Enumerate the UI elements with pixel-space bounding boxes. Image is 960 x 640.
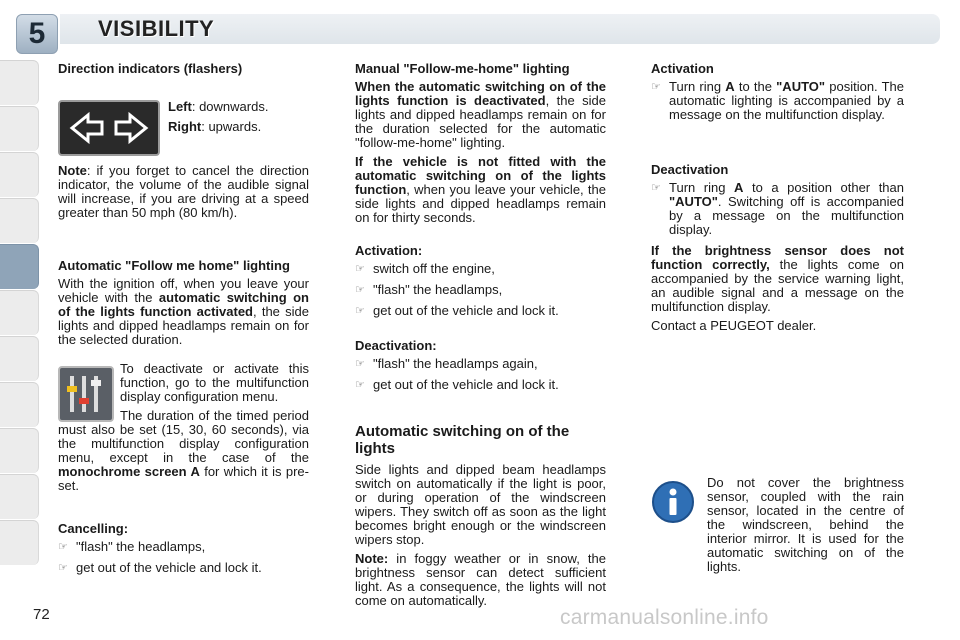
pointing-hand-icon: ☞ xyxy=(355,305,365,317)
activation-heading: Activation xyxy=(651,61,714,76)
list-item: ☞ "flash" the headlamps again, xyxy=(355,356,538,371)
chapter-number-badge: 5 xyxy=(16,14,58,54)
section-heading: Manual "Follow-me-home" lighting xyxy=(355,61,570,76)
not-fitted-paragraph xyxy=(355,155,606,225)
list-item: ☞ get out of the vehicle and lock it. xyxy=(58,560,262,575)
text-run: With the ignition off, when you leave your vehicle with the xyxy=(58,276,309,305)
pointing-hand-icon: ☞ xyxy=(355,358,365,370)
chapter-tab[interactable] xyxy=(0,336,39,381)
info-icon xyxy=(651,480,695,524)
note-text: in foggy weather or in snow, the brightness sensor can detect sufficient light. As a consequence, the lights will not come on automatically. xyxy=(355,551,606,608)
page-number: 72 xyxy=(33,606,50,623)
chapter-tab[interactable] xyxy=(0,520,39,565)
section-heading: Direction indicators (flashers) xyxy=(58,61,243,76)
deactivation-heading: Deactivation xyxy=(651,162,729,177)
cancel-heading: Cancelling: xyxy=(58,521,129,536)
info-text: Do not cover the brightness sensor, coupled with the rain sensor, located in the centre of the windscreen, behind the interior mirror. It is used for the automatic switching on of the lights. xyxy=(707,475,904,574)
auto-switch-paragraph: Side lights and dipped beam headlamps switch on automatically if the light is poor, or during operation of the windscreen wipers. They switch off as soon as the light becomes bright enough or the windscreen wipers stop. xyxy=(355,462,606,547)
pointing-hand-icon: ☞ xyxy=(355,284,365,296)
list-item: ☞ "flash" the headlamps, xyxy=(355,282,503,297)
note-label: Note: xyxy=(355,551,389,566)
note-paragraph xyxy=(58,164,309,220)
config-menu-icon xyxy=(58,366,114,422)
bold-run: When the automatic switching on of the lights function is deactivated xyxy=(355,79,606,108)
section-heading: Automatic "Follow me home" lighting xyxy=(58,258,290,273)
chapter-tab[interactable] xyxy=(0,474,39,519)
fault-paragraph xyxy=(651,244,904,314)
pointing-hand-icon: ☞ xyxy=(355,263,365,275)
list-item: ☞ switch off the engine, xyxy=(355,261,495,276)
list-item: ☞ Turn ring A to the "AUTO" position. The automatic lighting is accompanied by a message on the multifunction display. xyxy=(651,79,905,122)
list-item: ☞ get out of the vehicle and lock it. xyxy=(355,303,559,318)
pointing-hand-icon: ☞ xyxy=(58,562,68,574)
follow-me-paragraph xyxy=(58,277,309,347)
flasher-figure xyxy=(58,80,309,164)
right-text: : upwards. xyxy=(201,119,262,134)
chapter-tab[interactable] xyxy=(0,60,39,105)
column-3 xyxy=(651,61,905,574)
bold-run: If the vehicle is not fitted with the automatic switching on of the lights function xyxy=(355,154,606,197)
chapter-tab[interactable] xyxy=(0,106,39,151)
text-run: the lights come on accompanied by the service warning light, an audible signal and a message on the multifunction display. xyxy=(651,257,904,314)
chapter-tab[interactable] xyxy=(0,428,39,473)
bold-run: If the brightness sensor does not function correctly, xyxy=(651,243,904,272)
list-item: ☞ Turn ring A to a position other than "AUTO". Switching off is accompanied by a message on the multifunction display. xyxy=(651,180,904,237)
list-item: ☞ "flash" the headlamps, xyxy=(58,539,206,554)
page-title: VISIBILITY xyxy=(98,16,215,41)
left-text: : downwards. xyxy=(191,99,269,114)
list-item: ☞ get out of the vehicle and lock it. xyxy=(355,377,559,392)
pointing-hand-icon: ☞ xyxy=(651,182,661,194)
flasher-arrows-icon xyxy=(58,100,160,156)
left-label: Left xyxy=(168,99,192,114)
header xyxy=(0,0,960,50)
watermark: carmanualsonline.info xyxy=(560,606,769,629)
text-run: The duration of the timed period must also be set (15, 30, 60 seconds), via the multifunction display configuration menu, except in the case of the xyxy=(58,408,309,465)
section-heading-large: Automatic switching on of the lights xyxy=(355,423,570,457)
note-label: Note xyxy=(58,163,87,178)
info-box xyxy=(651,476,904,579)
deactivation-heading: Deactivation: xyxy=(355,338,437,353)
activation-heading: Activation: xyxy=(355,243,423,258)
text-run: , when you leave your vehicle, the side lights and dipped headlamps remain on for thirty seconds. xyxy=(355,182,606,225)
contact-paragraph: Contact a PEUGEOT dealer. xyxy=(651,318,817,333)
text-run: , the side lights and dipped headlamps remain on for the selected duration. xyxy=(58,304,309,347)
text-run: , the side lights and dipped headlamps remain on for the duration selected for the automatic "follow-me-home" lighting. xyxy=(355,93,606,150)
chapter-tab[interactable] xyxy=(0,290,39,335)
pointing-hand-icon: ☞ xyxy=(355,379,365,391)
text-run: for which it is pre-set. xyxy=(58,464,309,493)
chapter-tabs xyxy=(0,60,40,580)
chapter-tab[interactable] xyxy=(0,152,39,197)
bold-run: automatic switching on of the lights function activated xyxy=(58,290,309,319)
pointing-hand-icon: ☞ xyxy=(651,81,661,93)
chapter-tab[interactable] xyxy=(0,382,39,427)
flasher-directions xyxy=(168,100,308,139)
manual-paragraph xyxy=(355,80,606,150)
chapter-tab-active[interactable] xyxy=(0,244,39,289)
deactivate-paragraph: To deactivate or activate this function, go to the multifunction display configuration menu. xyxy=(120,361,309,404)
right-label: Right xyxy=(168,119,202,134)
note-paragraph xyxy=(355,552,606,608)
column-2 xyxy=(355,62,606,613)
column-1 xyxy=(58,62,309,582)
note-text: : if you forget to cancel the direction indicator, the volume of the audible signal will increase, if you are driving at a speed greater than 50 mph (80 km/h). xyxy=(58,163,309,220)
bold-run: monochrome screen A xyxy=(58,464,200,479)
chapter-tab[interactable] xyxy=(0,198,39,243)
menu-figure xyxy=(58,352,309,493)
pointing-hand-icon: ☞ xyxy=(58,541,68,553)
